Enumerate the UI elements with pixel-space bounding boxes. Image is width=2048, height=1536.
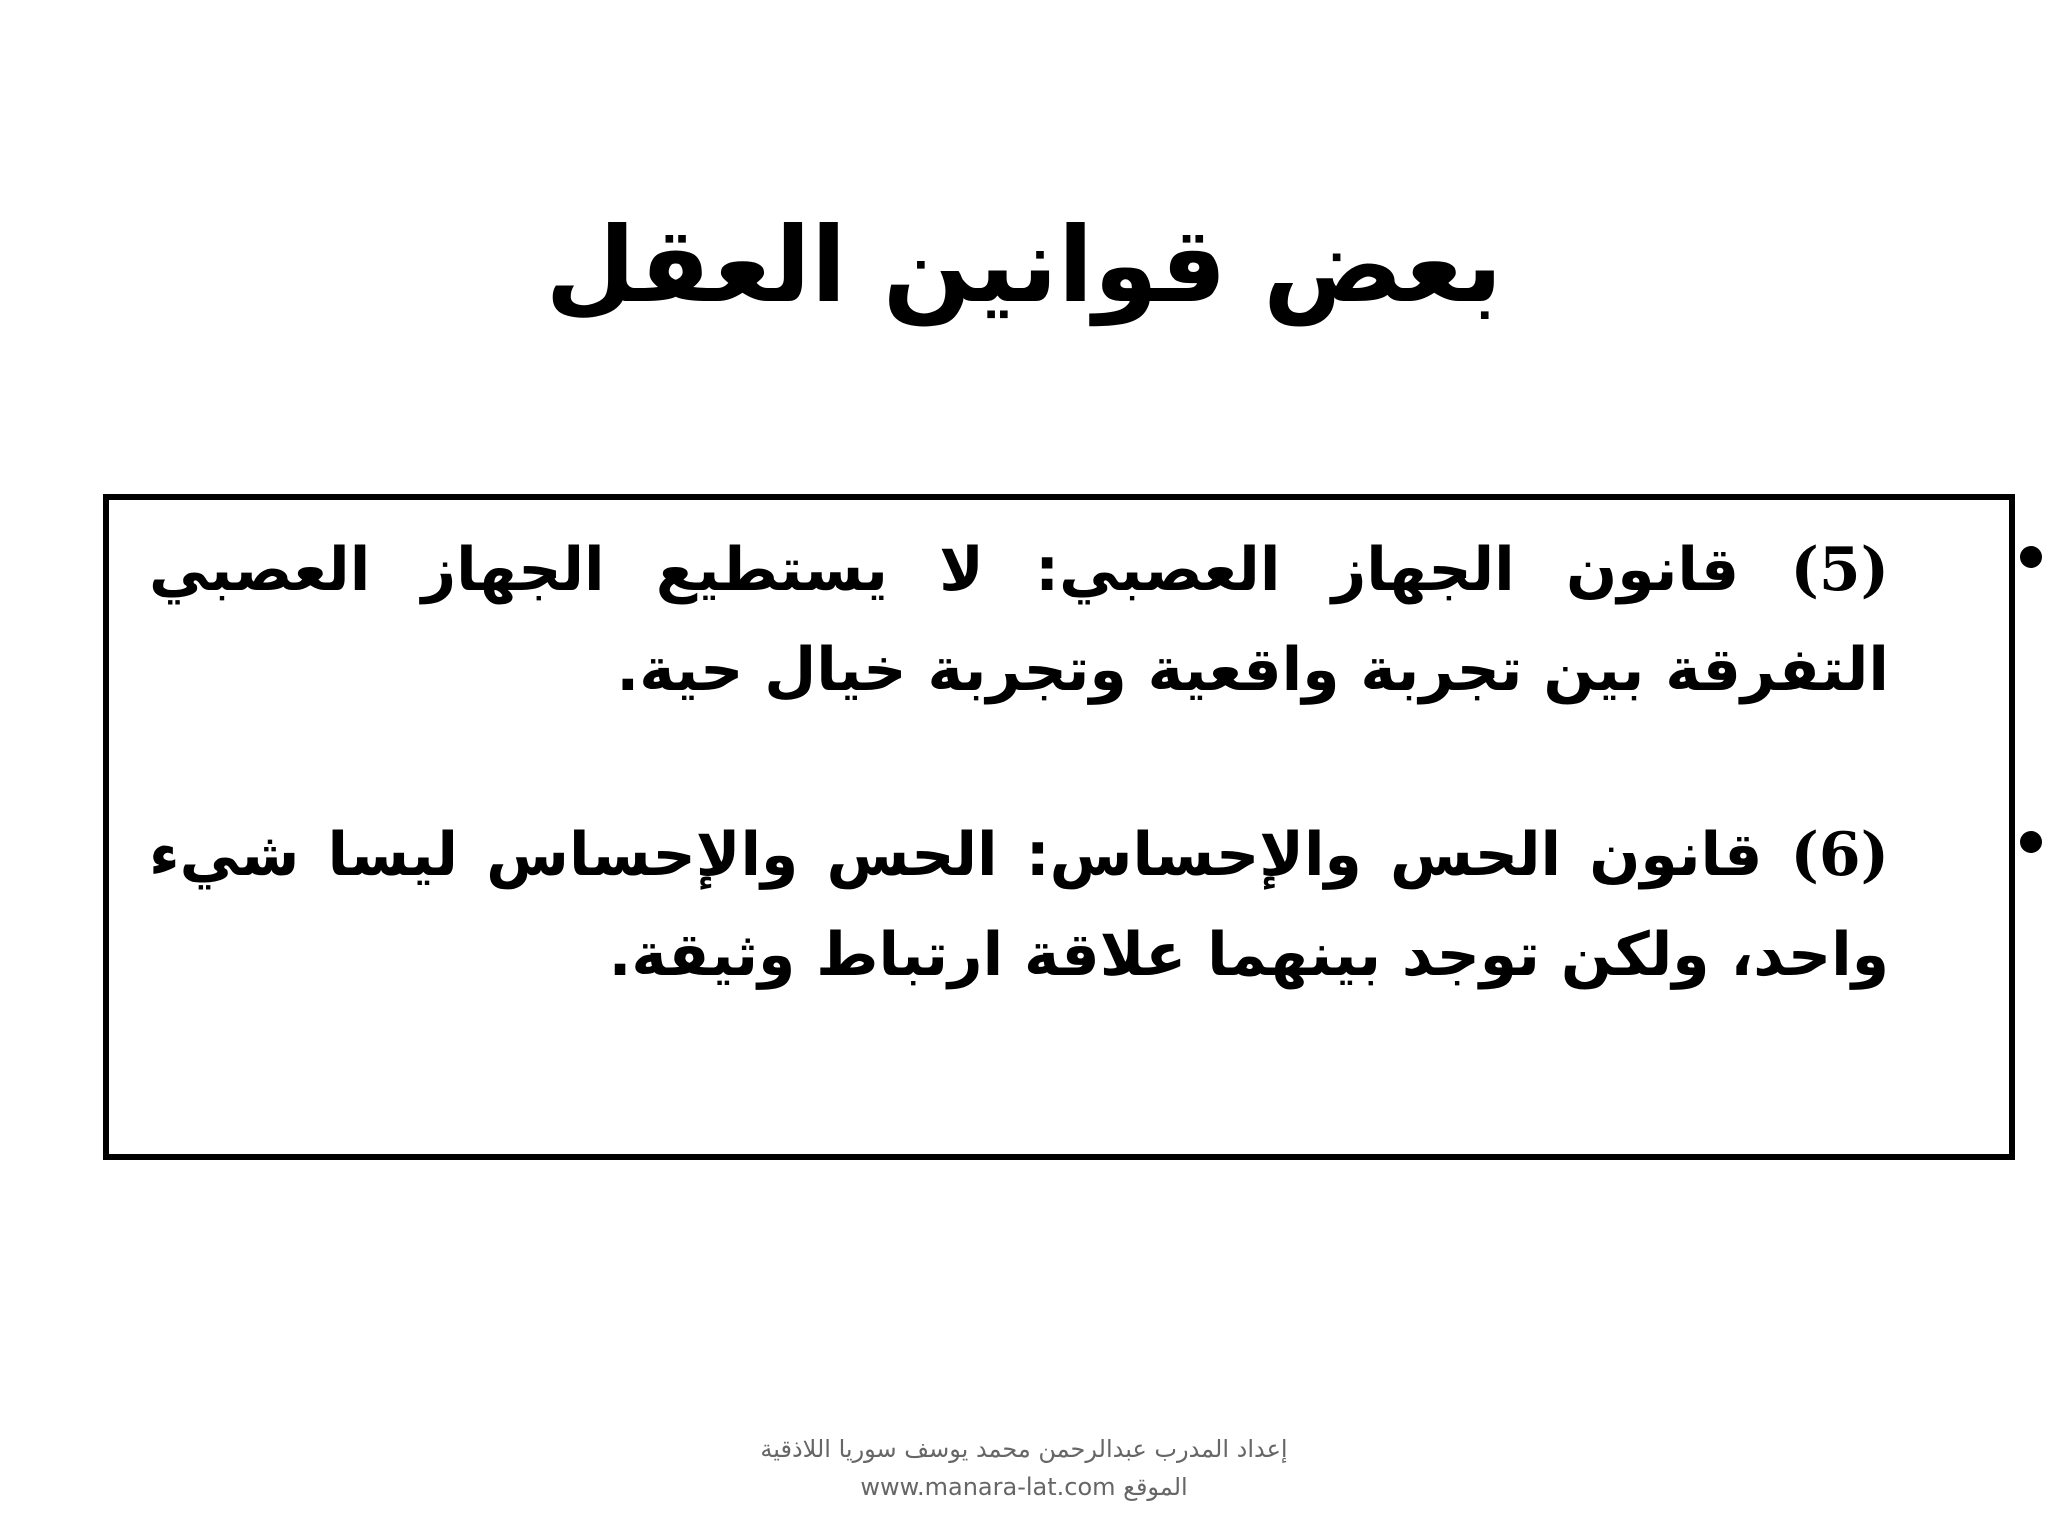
footer-author: إعداد المدرب عبدالرحمن محمد يوسف سوريا اللاذقية: [760, 1435, 1288, 1463]
slide-title: بعض قوانين العقل: [545, 204, 1503, 326]
law-text: قانون الجهاز العصبي: لا يستطيع الجهاز العصبي التفرقة بين تجربة واقعية وتجربة خيال حية.: [149, 535, 1889, 705]
law-item-5: [149, 520, 1889, 720]
law-number: (5): [1790, 535, 1889, 605]
footer-credits: [0, 1430, 2048, 1506]
law-number: (6): [1790, 820, 1890, 890]
bullet-dot-icon: [2020, 546, 2042, 568]
footer-website: الموقع www.manara-lat.com: [860, 1473, 1188, 1501]
bullet-dot-icon: [2020, 831, 2042, 853]
law-item-6: [149, 805, 1889, 1005]
law-text: قانون الحس والإحساس: الحس والإحساس ليسا شيء واحد، ولكن توجد بينهما علاقة ارتباط وثيقة.: [149, 820, 1889, 990]
laws-box: [103, 494, 2015, 1160]
